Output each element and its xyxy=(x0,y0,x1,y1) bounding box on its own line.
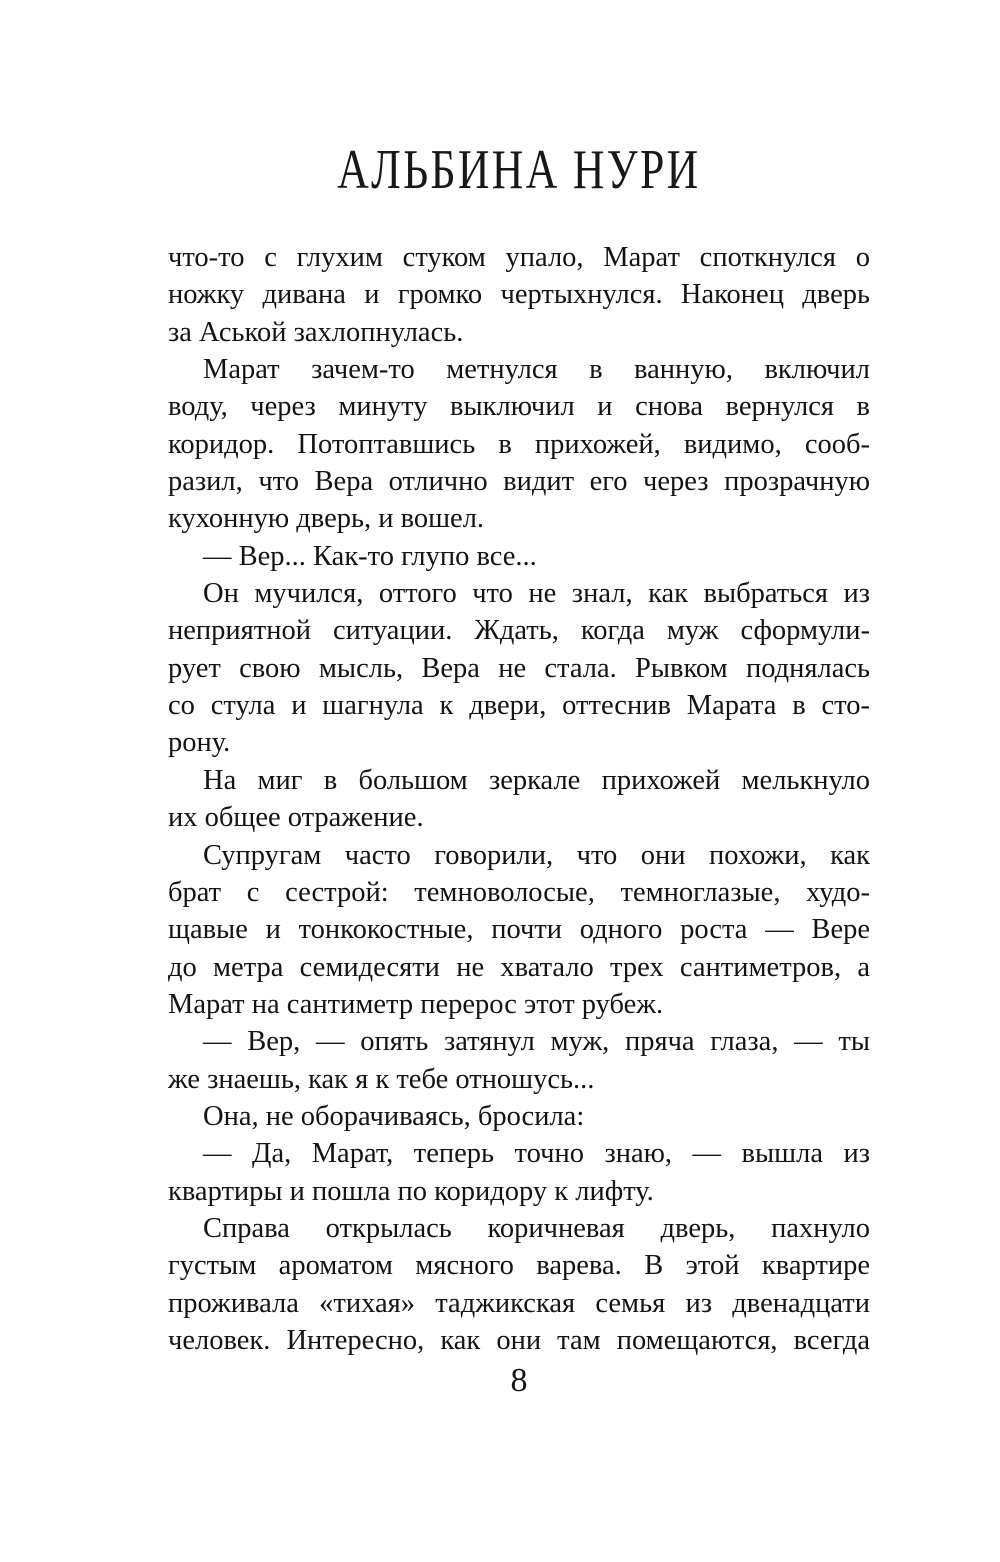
text-line: Марат зачем-то метнулся в ванную, включил xyxy=(203,354,870,386)
text-line: же знаешь, как я к тебе отношусь... xyxy=(168,1063,595,1095)
text-line: рону. xyxy=(168,727,231,759)
text-line: Справа открылась коричневая дверь, пахнуло xyxy=(203,1212,870,1244)
text-line: воду, через минуту выключил и снова вернулся в xyxy=(168,391,870,423)
text-line: проживала «тихая» таджикская семья из двенадцати xyxy=(168,1287,870,1319)
text-line: рует свою мысль, Вера не стала. Рывком поднялась xyxy=(168,652,870,684)
text-line: брат с сестрой: темноволосые, темноглазые, худо- xyxy=(168,876,870,908)
text-line: Он мучился, оттого что не знал, как выбраться из xyxy=(203,578,870,610)
text-line: кухонную дверь, и вошел. xyxy=(168,503,485,535)
author-title xyxy=(168,138,870,202)
text-line: — Вер... Как-то глупо все... xyxy=(203,540,537,572)
text-line: — Вер, — опять затянул муж, пряча глаза, — ты xyxy=(203,1026,870,1058)
text-line: их общее отражение. xyxy=(168,802,424,834)
text-line: — Да, Марат, теперь точно знаю, — вышла из xyxy=(203,1138,870,1170)
text-line: ножку дивана и громко чертыхнулся. Наконец дверь xyxy=(168,279,870,311)
author-title-text: АЛЬБИНА НУРИ xyxy=(337,139,701,201)
text-line: Она, не оборачиваясь, бросила: xyxy=(203,1100,585,1132)
text-line: На миг в большом зеркале прихожей мелькнуло xyxy=(203,764,870,796)
text-line: Супругам часто говорили, что они похожи, как xyxy=(203,839,870,871)
text-line: неприятной ситуации. Ждать, когда муж сформули- xyxy=(168,615,870,647)
text-line: коридор. Потоптавшись в прихожей, видимо, сооб- xyxy=(168,428,870,460)
text-line: до метра семидесяти не хватало трех сантиметров, а xyxy=(168,951,870,983)
text-line: со стула и шагнула к двери, оттеснив Марата в сто- xyxy=(168,690,870,722)
page-number: 8 xyxy=(510,1362,528,1399)
text-line: разил, что Вера отлично видит его через прозрачную xyxy=(168,466,870,498)
text-line: Марат на сантиметр перерос этот рубеж. xyxy=(168,988,664,1020)
text-line: что-то с глухим стуком упало, Марат споткнулся о xyxy=(168,242,870,273)
text-line: человек. Интересно, как они там помещаются, всегда xyxy=(168,1324,870,1356)
text-line: за Аськой захлопнулась. xyxy=(168,316,464,348)
body-text xyxy=(168,239,870,1359)
text-line: квартиры и пошла по коридору к лифту. xyxy=(168,1175,654,1207)
text-line: щавые и тонкокостные, почти одного роста — Вере xyxy=(168,914,870,946)
text-line: густым ароматом мясного варева. В этой квартире xyxy=(168,1250,870,1282)
